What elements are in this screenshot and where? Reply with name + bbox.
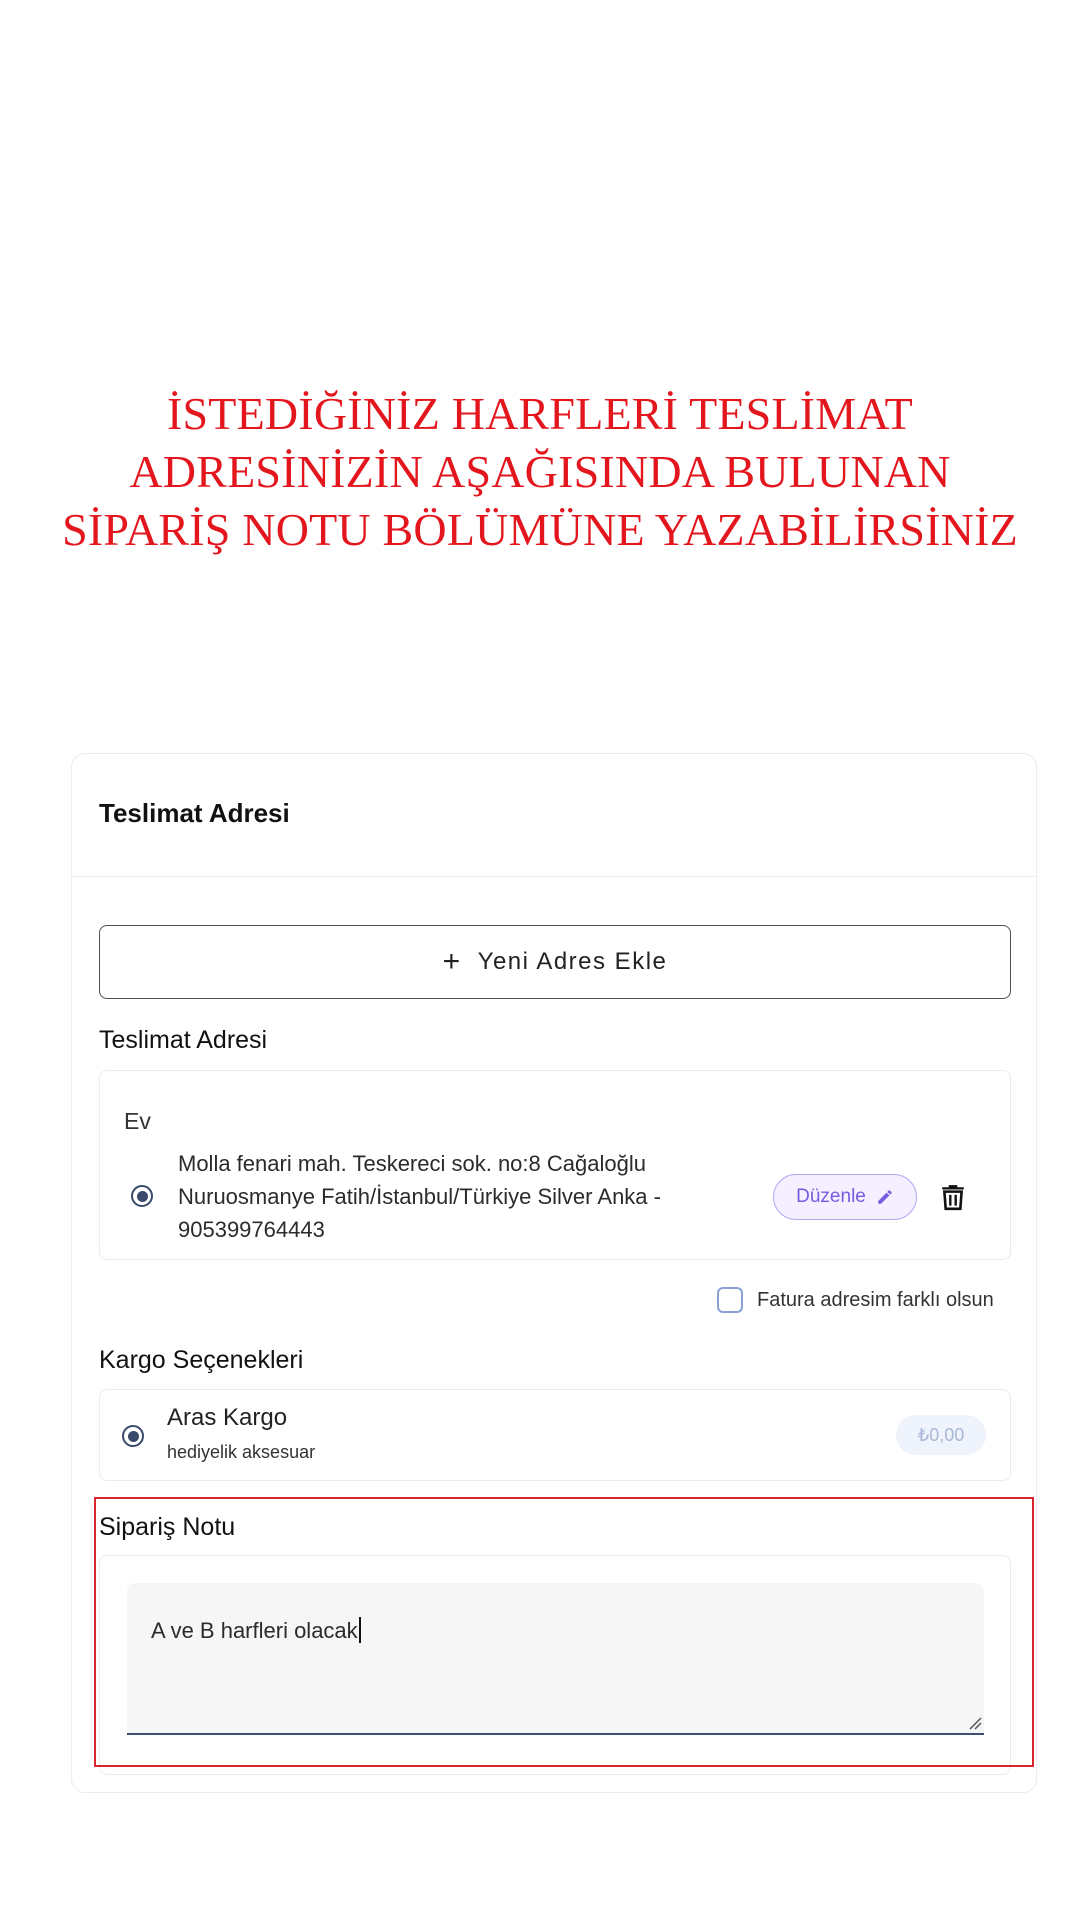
invoice-checkbox[interactable] — [717, 1287, 743, 1313]
add-new-address-button[interactable] — [99, 925, 1011, 999]
cargo-description: hediyelik aksesuar — [167, 1442, 316, 1462]
instruction-line: İSTEDİĞİNİZ HARFLERİ TESLİMAT — [166, 388, 913, 439]
edit-address-button[interactable] — [773, 1174, 917, 1220]
cargo-radio[interactable] — [122, 1425, 144, 1447]
address-line: 905399764443 — [178, 1217, 325, 1242]
card-title: Teslimat Adresi — [99, 798, 290, 828]
address-line: Molla fenari mah. Teskereci sok. no:8 Cağaloğlu — [178, 1151, 646, 1176]
address-text — [178, 1147, 738, 1246]
instruction-line: ADRESİNİZİN AŞAĞISINDA BULUNAN — [129, 446, 951, 497]
card-header — [72, 754, 1036, 877]
address-radio[interactable] — [131, 1185, 153, 1207]
trash-icon[interactable] — [940, 1183, 966, 1211]
address-line: Nuruosmanye Fatih/İstanbul/Türkiye Silver Anka - — [178, 1184, 661, 1209]
order-note-label: Sipariş Notu — [99, 1513, 236, 1541]
address-option[interactable] — [99, 1070, 1011, 1260]
address-type: Ev — [124, 1108, 151, 1134]
order-note-highlight-frame — [94, 1497, 1034, 1767]
plus-icon: + — [442, 945, 462, 978]
pencil-icon — [876, 1188, 894, 1206]
cargo-options-label: Kargo Seçenekleri — [99, 1346, 304, 1374]
instruction-banner — [0, 385, 1080, 559]
add-new-address-label: Yeni Adres Ekle — [477, 948, 668, 975]
invoice-checkbox-label: Fatura adresim farklı olsun — [757, 1288, 994, 1311]
delivery-address-label: Teslimat Adresi — [99, 1026, 268, 1054]
different-invoice-address[interactable] — [717, 1286, 994, 1314]
cargo-option[interactable] — [99, 1389, 1011, 1481]
edit-address-label: Düzenle — [796, 1186, 866, 1207]
instruction-line: SİPARİŞ NOTU BÖLÜMÜNE YAZABİLİRSİNİZ — [62, 504, 1018, 555]
order-note-value: A ve B harfleri olacak — [151, 1618, 358, 1643]
cargo-name: Aras Kargo — [167, 1404, 288, 1431]
cargo-price-badge: ₺0,00 — [896, 1415, 986, 1455]
